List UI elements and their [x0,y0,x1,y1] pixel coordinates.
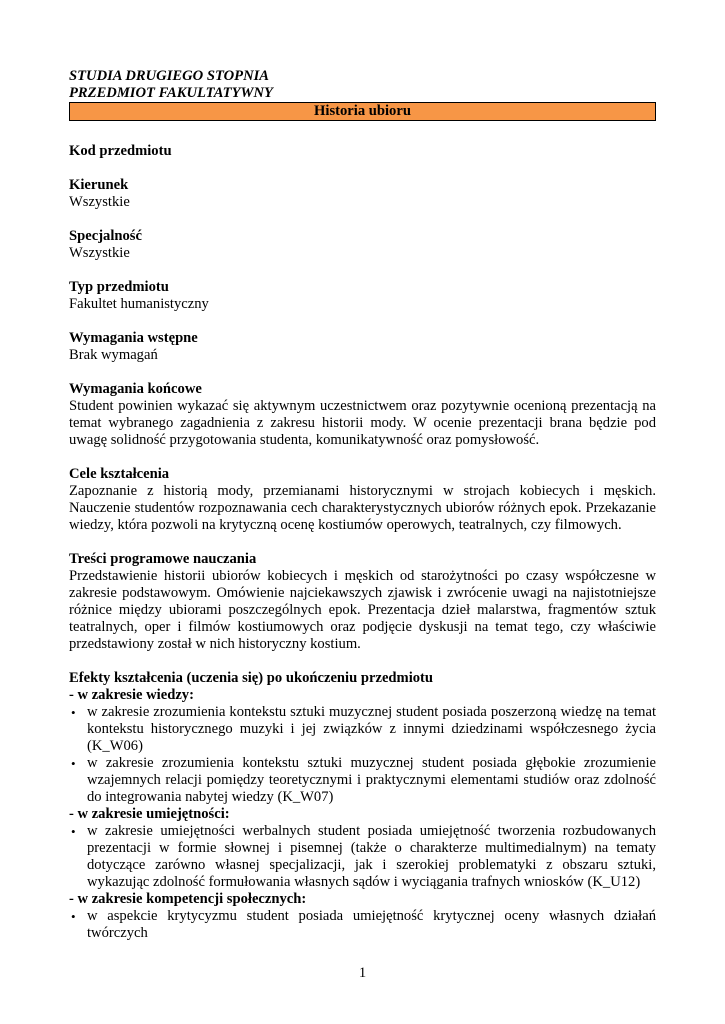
list-item [69,704,656,755]
study-level-heading: STUDIA DRUGIEGO STOPNIA [69,68,270,84]
section-kod [69,143,656,160]
course-type-heading: PRZEDMIOT FAKULTATYWNY [69,85,273,101]
specjalnosc-value: Wszystkie [69,245,130,261]
typ-label: Typ przedmiotu [69,279,169,295]
wiedza-label: - w zakresie wiedzy: [69,687,194,703]
list-item-text: w zakresie umiejętności werbalnych student posiada umiejętność tworzenia rozbudowanych prezentacji w formie słownej i pisemnej (także o charakterze multimedialnym) na tematy dotyczące zarówno własnej specjalizacji, jak i szerokiej problematyki z obszaru sztuki, wykazując zdolność formułowania własnych sądów i wyciągania trafnych wniosków (K_U12) [87,823,656,890]
specjalnosc-label: Specjalność [69,228,142,244]
page-number: 1 [358,965,367,981]
list-item [69,908,656,942]
efekty-label: Efekty kształcenia (uczenia się) po ukończeniu przedmiotu [69,670,434,686]
tresci-label: Treści programowe nauczania [69,551,257,567]
bullet-icon: • [71,756,76,771]
section-specjalnosc [69,228,656,262]
typ-value: Fakultet humanistyczny [69,296,209,312]
document-content [69,68,656,942]
list-item [69,823,656,891]
section-efekty [69,670,656,942]
list-item-text: w zakresie zrozumienia kontekstu sztuki muzycznej student posiada głębokie zrozumienie wzajemnych relacji pomiędzy teoretycznymi i praktycznymi elementami studiów oraz zdolność do integrowania nabytej wiedzy (K_W07) [87,755,656,805]
kierunek-label: Kierunek [69,177,129,193]
course-title-bar: Historia ubioru [69,102,656,121]
section-wymagania-wstepne [69,330,656,364]
list-item-text: w aspekcie krytycyzmu student posiada umiejętność krytycznej oceny własnych działań twórczych [87,908,656,941]
tresci-value: Przedstawienie historii ubiorów kobiecych i męskich od starożytności po czasy współczesne w zakresie podstawowym. Omówienie najciekawszych zjawisk i zwrócenie uwagi na najistotniejsze różnice między ubiorami poszczególnych epok. Prezentacja dzieł malarstwa, fragmentów sztuk teatralnych, oper i filmów kostiumowych oraz podjęcie dyskusji na temat tego, czy właściwie przedstawiony został w nich historyczny kostium. [69,568,656,652]
wymagania-wstepne-value: Brak wymagań [69,347,158,363]
cele-label: Cele kształcenia [69,466,170,482]
kompetencje-list [69,908,656,942]
bullet-icon: • [71,705,76,720]
list-item-text: w zakresie zrozumienia kontekstu sztuki muzycznej student posiada poszerzoną wiedzę na temat kontekstu historycznego muzyki i jej związków z innymi dziedzinami współczesnego życia (K_W06) [87,704,656,754]
wymagania-koncowe-value: Student powinien wykazać się aktywnym uczestnictwem oraz pozytywnie ocenioną prezentacją na temat wybranego zagadnienia z zakresu historii mody. W ocenie prezentacji brana będzie pod uwagę solidność przygotowania studenta, komunikatywność oraz pomysłowość. [69,398,656,448]
section-typ [69,279,656,313]
wymagania-wstepne-label: Wymagania wstępne [69,330,198,346]
kompetencje-label: - w zakresie kompetencji społecznych: [69,891,307,907]
bullet-icon: • [71,909,76,924]
list-item [69,755,656,806]
wiedza-list [69,704,656,806]
bullet-icon: • [71,824,76,839]
kod-label: Kod przedmiotu [69,143,172,159]
wymagania-koncowe-label: Wymagania końcowe [69,381,202,397]
kierunek-value: Wszystkie [69,194,130,210]
cele-value: Zapoznanie z historią mody, przemianami historycznymi w strojach kobiecych i męskich. Nauczenie studentów rozpoznawania cech charakterystycznych ubiorów różnych epok. Przekazanie wiedzy, która pozwoli na krytyczną ocenę kostiumów operowych, teatralnych, czy filmowych. [69,483,656,533]
section-cele [69,466,656,534]
umiejetnosci-label: - w zakresie umiejętności: [69,806,230,822]
section-tresci [69,551,656,653]
umiejetnosci-list [69,823,656,891]
section-kierunek [69,177,656,211]
section-wymagania-koncowe [69,381,656,449]
